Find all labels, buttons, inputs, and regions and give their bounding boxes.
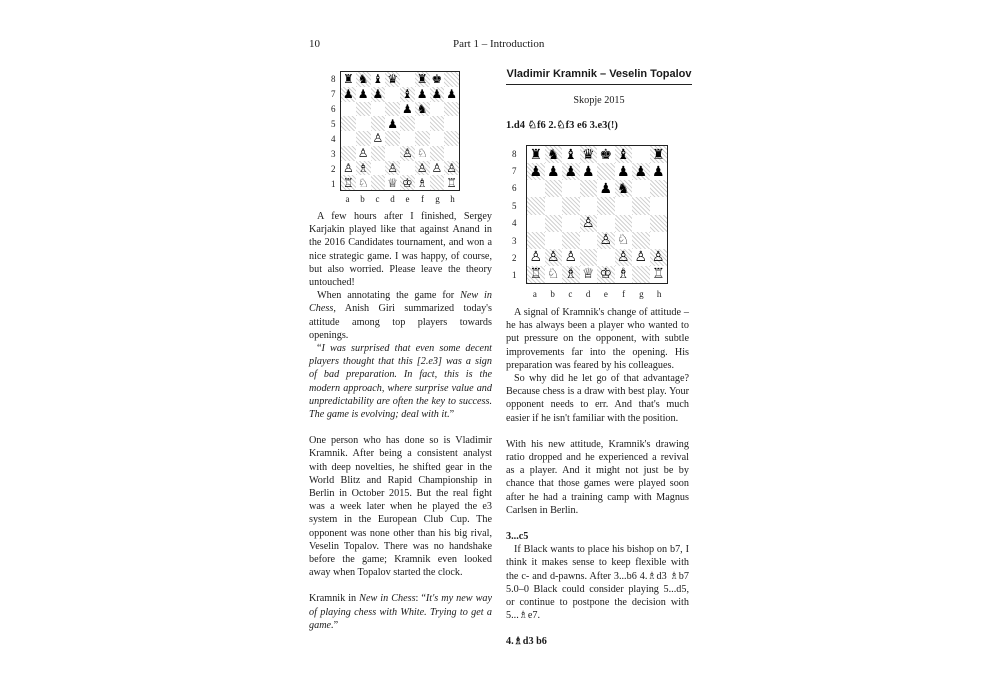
chess-piece-square: ♟ [580,163,598,180]
board-square [527,197,545,214]
file-label: f [421,194,424,204]
chess-piece-square: ♙ [650,249,668,266]
paragraph: When annotating the game for New in Chess, Anish Giri summarized today's attitude among top players towards openings. [309,290,492,341]
chess-piece-square: ♘ [416,146,428,161]
chess-piece-square: ♙ [431,160,443,175]
file-label: e [405,194,410,204]
board-square [371,146,386,161]
chess-piece-square: ♝ [372,72,384,87]
board-square [545,197,563,214]
chess-piece-square: ♚ [431,72,443,87]
board-square [385,102,400,117]
chess-piece-square: ♘ [357,175,369,190]
board-square [371,175,386,190]
chess-piece-square: ♗ [562,266,580,283]
paragraph: With his new attitude, Kramnik's drawing ratio dropped and he experienced a revival as a player. And it might not just be by chance that those games were played soon after he had a training camp with Magnus Carlsen in Berlin. [506,438,689,516]
board-square [562,215,580,232]
chess-piece-square: ♟ [545,163,563,180]
left-column-text [309,210,492,632]
chess-piece-square: ♟ [597,180,615,197]
chess-piece-square: ♟ [650,163,668,180]
board-square [650,180,668,197]
chess-piece-square: ♙ [387,160,398,175]
chess-piece-square: ♟ [387,116,398,131]
file-label: g [435,194,440,204]
board-square [597,163,615,180]
chess-piece-square: ♖ [342,175,354,190]
title-rule [506,84,692,85]
board-square [430,146,445,161]
paragraph: If Black wants to place his bishop on b7, I think it makes sense to keep flexible with the c- and d-pawns. After 3...b6 4.♗d3 ♗b7 5.0–0 Black could consider playing 5...d5, or continue to postpone the decision with 5...♗e7. [506,544,689,622]
board-square [650,232,668,249]
file-label: d [390,194,395,204]
board-square [632,180,650,197]
chess-diagram-2 [526,145,668,284]
chess-piece-square: ♙ [545,249,563,266]
board-square [400,116,415,131]
board-square [597,249,615,266]
board-square [650,215,668,232]
chess-piece-square: ♗ [357,160,369,175]
chess-piece-square: ♘ [615,232,633,249]
file-label: b [550,289,555,299]
rank-label: 8 [331,73,336,84]
chess-piece-square: ♞ [545,146,563,163]
board-square [632,146,650,163]
file-label: a [345,194,350,204]
chess-piece-square: ♜ [527,146,545,163]
running-title: Part 1 – Introduction [453,38,545,50]
chess-piece-square: ♙ [342,160,354,175]
rank-label: 8 [512,148,517,159]
rank-label: 5 [331,118,336,129]
chess-piece-square: ♝ [615,146,633,163]
move-c5: 3...c5 [506,531,529,543]
board-square [430,175,445,190]
file-label: d [585,289,591,299]
board-square [615,215,633,232]
board-square [415,131,430,146]
board-square [562,197,580,214]
file-label: c [375,194,380,204]
chess-piece-square: ♜ [342,72,354,87]
game-place: Skopje 2015 [573,95,625,106]
chess-piece-square: ♖ [650,266,668,283]
board-square [385,131,400,146]
chess-piece-square: ♙ [416,160,428,175]
board-square [527,215,545,232]
file-label: g [639,289,644,299]
chess-piece-square: ♚ [597,146,615,163]
chess-piece-square: ♙ [562,249,580,266]
board-square [632,266,650,283]
move-bd3: 4.♗d3 b6 [506,636,547,648]
board-square [356,102,371,117]
board-square [545,215,563,232]
rank-label: 4 [331,133,336,144]
board2-rank-labels [512,145,522,284]
chess-piece-square: ♙ [632,249,650,266]
board-square [400,161,415,176]
board-square [371,116,386,131]
chess-piece-square: ♛ [387,72,398,87]
chess-piece-square: ♟ [562,163,580,180]
chess-piece-square: ♛ [580,146,598,163]
chess-piece-square: ♗ [615,266,633,283]
board-square [562,232,580,249]
chess-piece-square: ♟ [446,87,457,102]
chess-piece-square: ♙ [597,232,615,249]
chess-piece-square: ♘ [545,266,563,283]
game-title: Vladimir Kramnik – Veselin Topalov [506,68,692,80]
chess-piece-square: ♜ [416,72,428,87]
rank-label: 3 [512,235,517,246]
chess-piece-square: ♙ [446,160,457,175]
board-square [444,116,459,131]
rank-label: 6 [331,103,336,114]
opening-moves: 1.d4 ♘f6 2.♘f3 e6 3.e3(!) [506,120,618,131]
file-label: c [568,289,573,299]
chess-piece-square: ♙ [615,249,633,266]
paragraph: A signal of Kramnik's change of attitude – he has always been a player who wanted to put pressure on the opponent, with subtle improvements far into the opening. His preparation was feared by his colleagues. [506,307,689,371]
board-square [400,72,415,87]
paragraph: So why did he let go of that advantage? Because chess is a draw with best play. Your opponent needs to err. And that's much easier if he isn't familiar with the position. [506,373,689,424]
chess-piece-square: ♟ [632,163,650,180]
chess-piece-square: ♟ [615,163,633,180]
rank-label: 2 [512,252,517,263]
board-square [444,102,459,117]
board-square [341,102,356,117]
board-square [444,72,459,87]
board-square [580,249,598,266]
chess-piece-square: ♟ [431,87,443,102]
right-column-text [506,306,689,649]
file-label: a [532,289,537,299]
chess-piece-square: ♔ [597,266,615,283]
board-square [580,197,598,214]
giri-quote: “I was surprised that even some decent players thought that this [2.e3] was a sign of bad preparation. In fact, this is the modern approach, where surprise value and unpredictability are often the key to success. The game is evolving; deal with it.” [309,343,492,421]
board-square [385,87,400,102]
chess-piece-square: ♟ [416,87,428,102]
board-square [415,116,430,131]
board-square [562,180,580,197]
chess-diagram-1 [340,71,460,191]
rank-label: 6 [512,183,517,194]
board-square [580,232,598,249]
board-square [615,197,633,214]
chess-piece-square: ♖ [527,266,545,283]
chess-piece-square: ♙ [372,131,384,146]
board1-file-labels [340,194,460,204]
board-square [444,146,459,161]
board-square [597,197,615,214]
board1-rank-labels [331,71,339,191]
chess-piece-square: ♟ [342,87,354,102]
board-square [650,197,668,214]
board-square [341,131,356,146]
paragraph: A few hours after I finished, Sergey Karjakin played like that against Anand in the 2016 Candidates tournament, and won a nice strategic game. I was happy, of course, but also worried. Please leave the theory untouched! [309,211,492,289]
chess-piece-square: ♗ [416,175,428,190]
file-label: b [360,194,365,204]
rank-label: 2 [331,163,336,174]
file-label: h [656,289,662,299]
chess-piece-square: ♔ [401,175,413,190]
chess-piece-square: ♜ [650,146,668,163]
board-square [356,131,371,146]
board-square [444,131,459,146]
chess-piece-square: ♟ [527,163,545,180]
rank-label: 1 [331,178,336,189]
rank-label: 7 [512,166,517,177]
board-square [527,232,545,249]
board-square [341,146,356,161]
board-square [527,180,545,197]
file-label: f [622,289,626,299]
chess-piece-square: ♟ [401,101,413,116]
board-square [371,161,386,176]
chess-piece-square: ♙ [401,146,413,161]
chess-piece-square: ♙ [357,146,369,161]
chess-piece-square: ♞ [615,180,633,197]
rank-label: 1 [512,270,517,281]
rank-label: 4 [512,218,517,229]
rank-label: 3 [331,148,336,159]
chess-piece-square: ♞ [416,101,428,116]
chess-piece-square: ♕ [580,266,598,283]
board-square [356,116,371,131]
rank-label: 5 [512,200,517,211]
page-number: 10 [309,38,320,50]
chess-piece-square: ♕ [387,175,398,190]
kramnik-quote: Kramnik in New in Chess: “It's my new way of playing chess with White. Trying to get a game.” [309,593,492,631]
chess-piece-square: ♟ [357,87,369,102]
board-square [430,102,445,117]
paragraph: One person who has done so is Vladimir Kramnik. After being a consistent analyst with deep novelties, he shifted gear in the World Blitz and Rapid Championship in Berlin in October 2015. But the real fight was a week later when he played the e3 system in the European Club Cup. The opponent was none other than his big rival, Veselin Topalov. There was no handshake before the game; Kramnik even looked away when Topalov started the clock. [309,435,492,579]
board-square [632,232,650,249]
board-square [341,116,356,131]
board-square [400,131,415,146]
board-square [632,197,650,214]
board-square [385,146,400,161]
chess-piece-square: ♝ [562,146,580,163]
board-square [430,116,445,131]
chess-piece-square: ♙ [527,249,545,266]
board-square [545,232,563,249]
board-square [597,215,615,232]
board-square [632,215,650,232]
board-square [580,180,598,197]
board-square [545,180,563,197]
board2-file-labels [526,289,668,299]
chess-piece-square: ♖ [446,175,457,190]
chess-piece-square: ♝ [401,87,413,102]
rank-label: 7 [331,88,336,99]
board-square [430,131,445,146]
chess-piece-square: ♞ [357,72,369,87]
board-square [371,102,386,117]
chess-piece-square: ♟ [372,87,384,102]
file-label: h [450,194,455,204]
chess-piece-square: ♙ [580,215,598,232]
file-label: e [603,289,608,299]
